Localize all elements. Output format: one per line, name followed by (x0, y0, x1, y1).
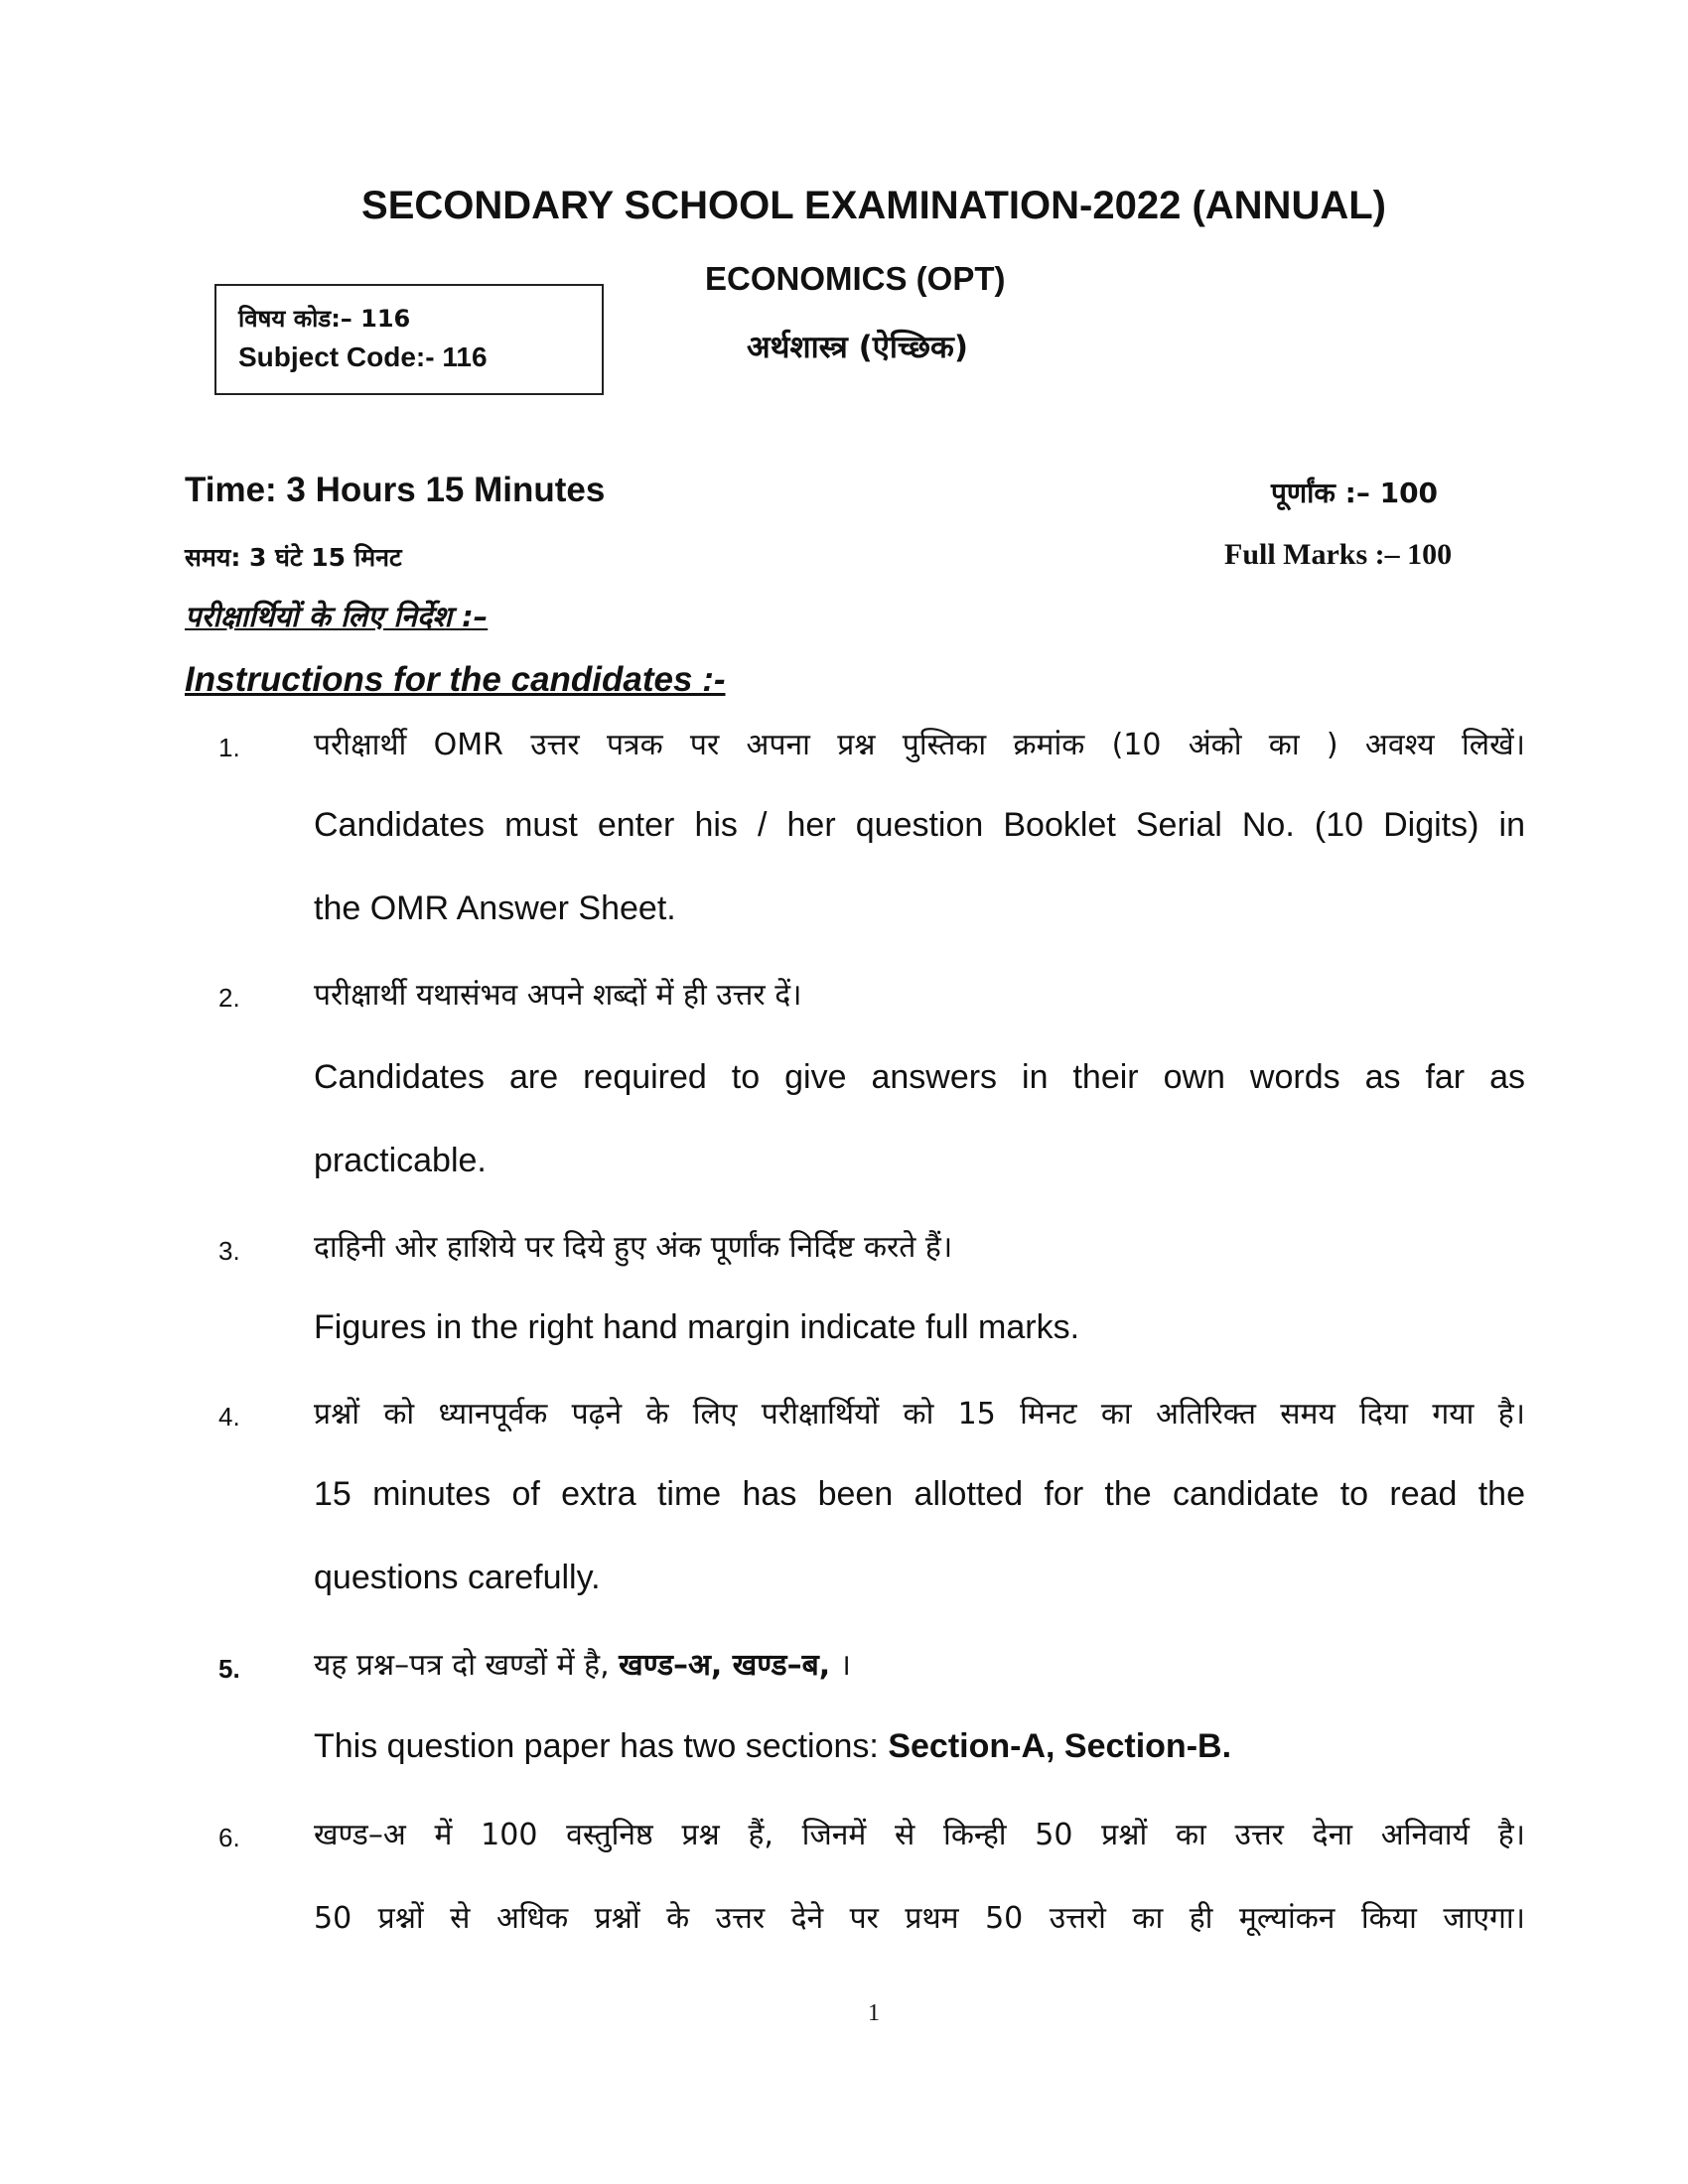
subject-name-hindi: अर्थशास्त्र (ऐच्छिक) (747, 330, 969, 365)
instruction-6-hindi-line2: 50 प्रश्नों से अधिक प्रश्नों के उत्तर देने पर प्रथम 50 उत्तरो का ही मूल्यांकन किया जाएगा। (314, 1901, 1525, 1936)
instruction-number: 4. (218, 1402, 240, 1432)
instruction-5-english-text: This question paper has two sections: (314, 1727, 889, 1765)
time-english: Time: 3 Hours 15 Minutes (185, 471, 606, 509)
full-marks-english: Full Marks :– 100 (1224, 538, 1453, 571)
instruction-3-hindi: दाहिनी ओर हाशिये पर दिये हुए अंक पूर्णांक निर्दिष्ट करते हैं। (314, 1230, 953, 1265)
instruction-3-english: Figures in the right hand margin indicate full marks. (314, 1308, 1080, 1346)
instruction-2-hindi: परीक्षार्थी यथासंभव अपने शब्दों में ही उत्तर दें। (314, 978, 802, 1013)
instruction-1-english-line1: Candidates must enter his / her question Booklet Serial No. (10 Digits) in (314, 806, 1525, 844)
instruction-5-english-sections: Section-A, Section-B. (888, 1727, 1232, 1765)
time-hindi: समय: 3 घंटे 15 मिनट (185, 543, 402, 572)
instruction-number: 1. (218, 733, 240, 762)
instructions-heading-english: Instructions for the candidates :- (185, 660, 726, 699)
instruction-2-english-line1: Candidates are required to give answers in their own words as far as (314, 1058, 1525, 1096)
page-number: 1 (868, 2000, 880, 2026)
instruction-1-hindi: परीक्षार्थी OMR उत्तर पत्रक पर अपना प्रश्न पुस्तिका क्रमांक (10 अंको का ) अवश्य लिखें। (314, 728, 1525, 762)
subject-code-box (214, 284, 604, 395)
full-marks-hindi: पूर्णांक :– 100 (1271, 477, 1439, 509)
subject-code-hindi: विषय कोड:– 116 (238, 305, 411, 333)
instruction-5-hindi-text: यह प्रश्न–पत्र दो खण्डों में है, (314, 1648, 620, 1683)
instruction-4-hindi: प्रश्नों को ध्यानपूर्वक पढ़ने के लिए परीक्षार्थियों को 15 मिनट का अतिरिक्त समय दिया गया है। (314, 1397, 1525, 1432)
instruction-number: 6. (218, 1823, 240, 1852)
instructions-heading-hindi: परीक्षार्थियों के लिए निर्देश :– (185, 600, 489, 633)
instruction-5-hindi-sections: खण्ड–अ, खण्ड–ब, (619, 1648, 831, 1683)
instruction-5-english (314, 1727, 1525, 1766)
instruction-5-hindi-end: । (830, 1648, 852, 1683)
instruction-number: 2. (218, 983, 240, 1013)
instruction-number: 3. (218, 1236, 240, 1266)
instruction-6-hindi-line1: खण्ड–अ में 100 वस्तुनिष्ठ प्रश्न हैं, जिनमें से किन्ही 50 प्रश्नों का उत्तर देना अनिवार्य है। (314, 1818, 1525, 1852)
subject-name-english: ECONOMICS (OPT) (705, 260, 1006, 297)
instruction-1-english-line2: the OMR Answer Sheet. (314, 889, 676, 927)
exam-title: SECONDARY SCHOOL EXAMINATION-2022 (ANNUAL) (361, 184, 1386, 227)
instruction-number: 5. (218, 1654, 240, 1684)
instruction-5-hindi (314, 1643, 1525, 1684)
instruction-2-english-line2: practicable. (314, 1142, 487, 1179)
subject-code-english: Subject Code:- 116 (238, 341, 488, 372)
instruction-4-english-line1: 15 minutes of extra time has been allotted for the candidate to read the (314, 1475, 1525, 1513)
instruction-4-english-line2: questions carefully. (314, 1559, 601, 1596)
